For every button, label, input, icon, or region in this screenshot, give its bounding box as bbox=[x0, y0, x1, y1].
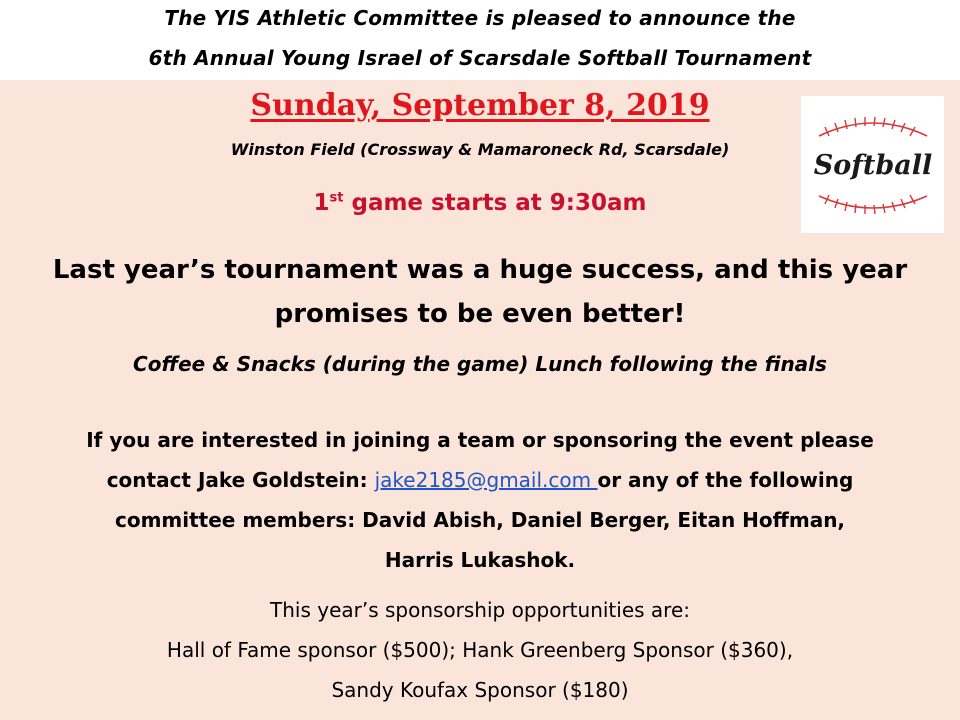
contact-paragraph bbox=[10, 420, 950, 580]
email-link[interactable]: jake2185@gmail.com bbox=[374, 468, 598, 492]
softball-logo bbox=[801, 96, 944, 233]
success-line-1: Last year’s tournament was a huge success, and this year bbox=[52, 255, 908, 285]
contact-line-3: committee members: David Abish, Daniel Berger, Eitan Hoffman, bbox=[114, 508, 846, 532]
game-ordinal: 1 bbox=[313, 190, 330, 216]
contact-line-1: If you are interested in joining a team or sponsoring the event please bbox=[86, 428, 874, 452]
game-ordinal-suffix: st bbox=[329, 190, 344, 206]
contact-line-4: Harris Lukashok. bbox=[384, 548, 576, 572]
refreshments-note: Coffee & Snacks (during the game) Lunch following the finals bbox=[133, 352, 827, 376]
contact-prefix: contact Jake Goldstein: bbox=[106, 468, 375, 492]
contact-line-2 bbox=[10, 460, 950, 500]
header-line-1: The YIS Athletic Committee is pleased to announce the bbox=[164, 6, 796, 30]
header-line-2: 6th Annual Young Israel of Scarsdale Softball Tournament bbox=[148, 46, 812, 70]
softball-logo-text: Softball bbox=[813, 150, 933, 181]
contact-suffix: or any of the following bbox=[597, 468, 854, 492]
event-date: Sunday, September 8, 2019 bbox=[250, 88, 710, 123]
sponsorship-intro: This year’s sponsorship opportunities are: bbox=[270, 598, 690, 622]
success-message bbox=[20, 248, 940, 336]
softball-icon bbox=[801, 96, 944, 233]
game-start-text: game starts at 9:30am bbox=[343, 190, 647, 216]
announcement-header bbox=[0, 0, 960, 80]
sponsorship-line-3: Sandy Koufax Sponsor ($180) bbox=[331, 678, 629, 702]
sponsorship-line-2: Hall of Fame sponsor ($500); Hank Greenberg Sponsor ($360), bbox=[166, 638, 794, 662]
sponsorship-section bbox=[0, 590, 960, 710]
success-line-2: promises to be even better! bbox=[274, 299, 686, 329]
event-venue: Winston Field (Crossway & Mamaroneck Rd, Scarsdale) bbox=[230, 140, 730, 159]
